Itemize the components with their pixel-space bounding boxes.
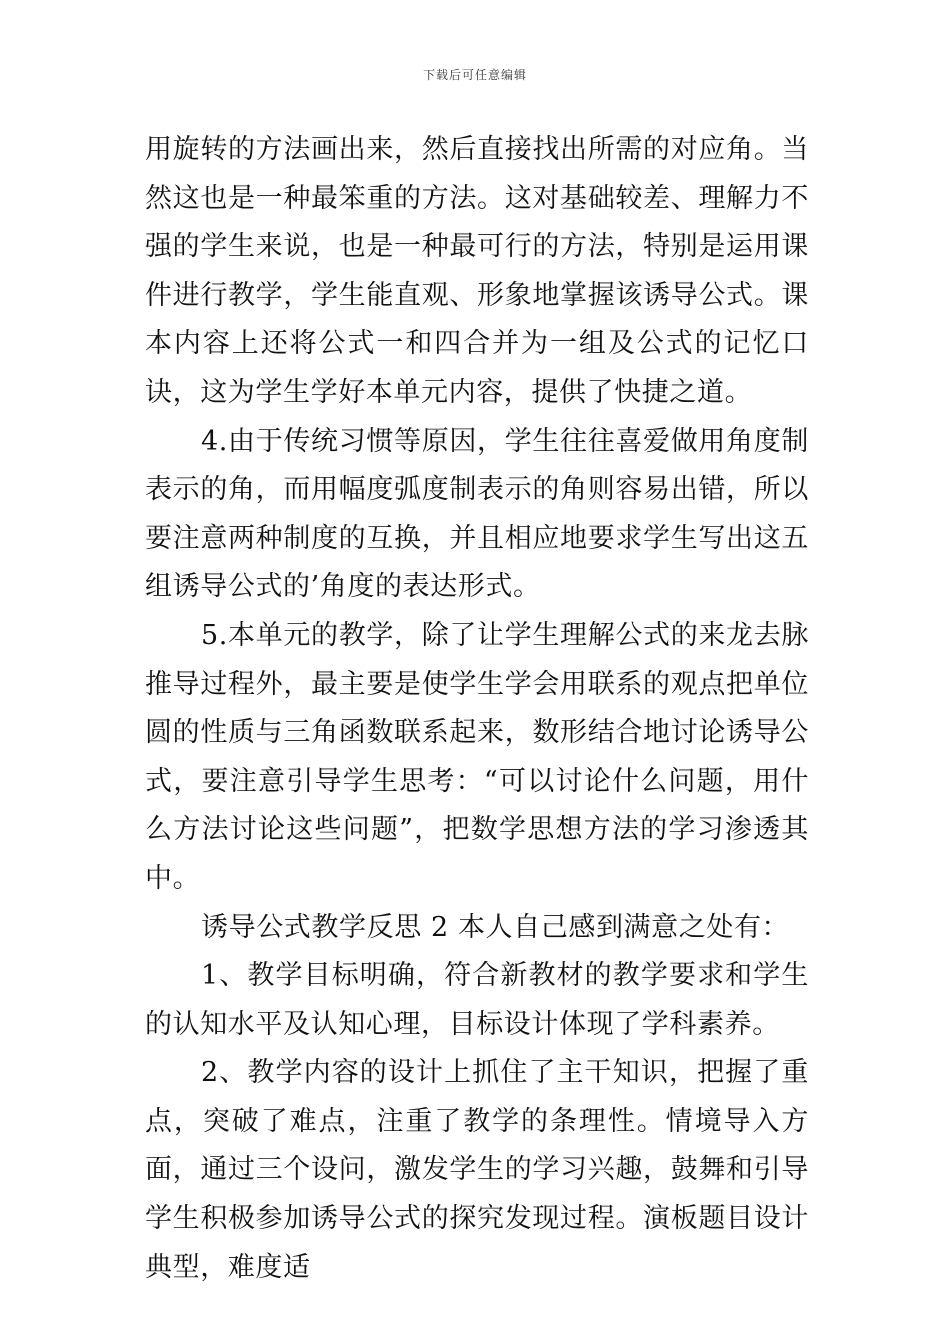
header-note: 下载后可任意编辑 [422, 68, 527, 82]
paragraph-1: 用旋转的方法画出来，然后直接找出所需的对应角。当然这也是一种最笨重的方法。这对基础较差、理解力不强的学生来说，也是一种最可行的方法，特别是运用课件进行教学，学生能直观、形象地掌握该诱导公式。课本内容上还将公式一和四合并为一组及公式的记忆口诀，这为学生学好本单元内容，提供了快捷之道。 [145, 134, 809, 408]
paragraph-2: 4.由于传统习惯等原因，学生往往喜爱做用角度制表示的角，而用幅度弧度制表示的角则容易出错，所以要注意两种制度的互换，并且相应地要求学生写出这五组诱导公式的’角度的表达形式。 [145, 425, 809, 603]
paragraph-3: 5.本单元的教学，除了让学生理解公式的来龙去脉推导过程外，最主要是使学生学会用联系的观点把单位圆的性质与三角函数联系起来，数形结合地讨论诱导公式，要注意引导学生思考：“可以讨论什么问题，用什么方法讨论这些问题”，把数学思想方法的学习渗透其中。 [145, 619, 809, 894]
paragraph-6: 2、教学内容的设计上抓住了主干知识，把握了重点，突破了难点，注重了教学的条理性。情境导入方面，通过三个设问，激发学生的学习兴趣，鼓舞和引导学生积极参加诱导公式的探究发现过程。演板题目设计典型，难度适 [145, 1057, 809, 1283]
document-body [145, 126, 809, 1292]
paragraph-5: 1、教学目标明确，符合新教材的教学要求和学生的认知水平及认知心理，目标设计体现了学科素养。 [145, 960, 809, 1040]
paragraph-4: 诱导公式教学反思 2 本人自己感到满意之处有： [201, 911, 790, 943]
